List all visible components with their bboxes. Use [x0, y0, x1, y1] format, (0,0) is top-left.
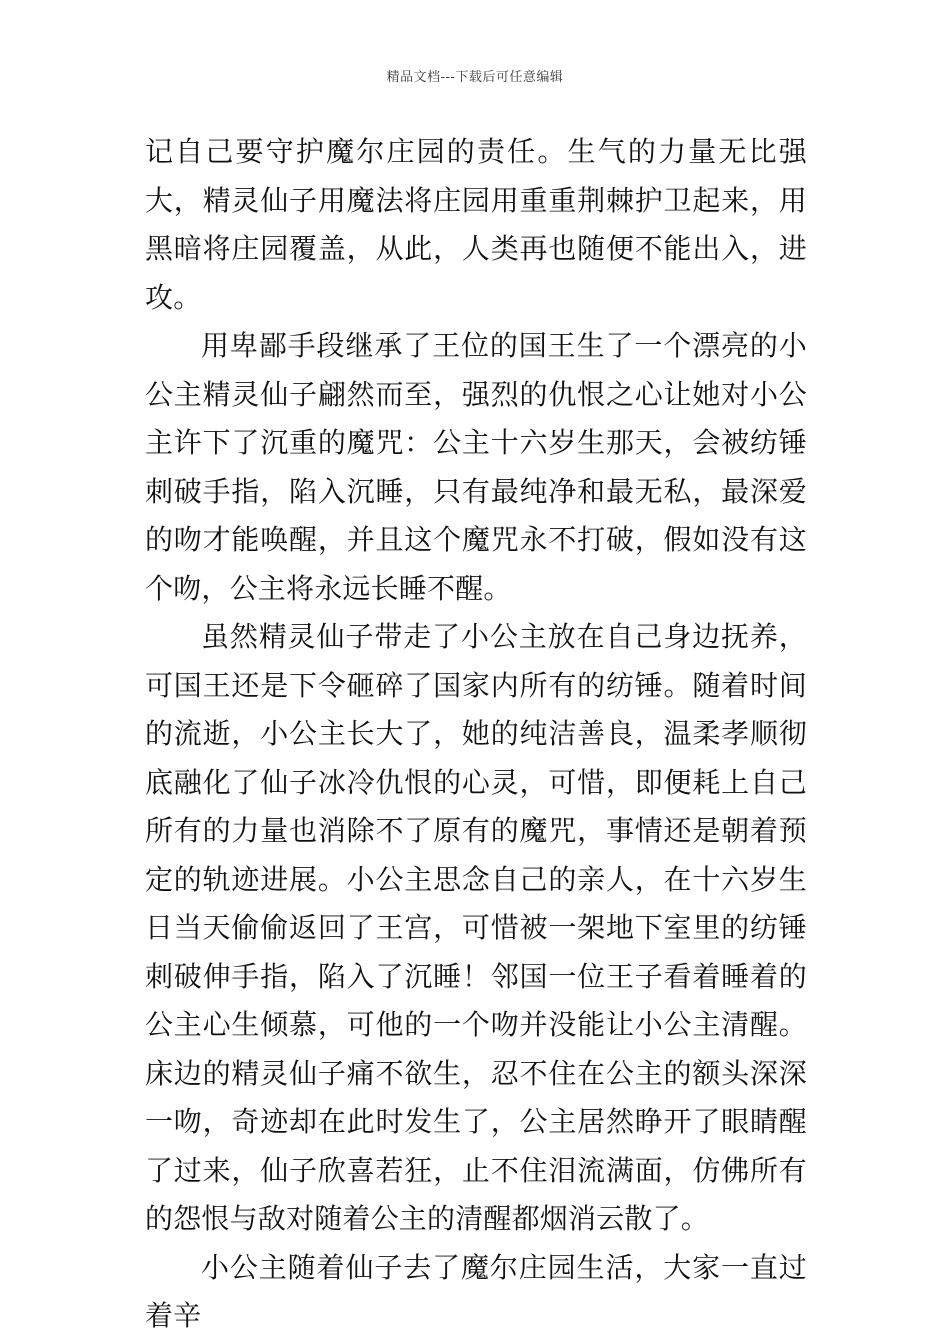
paragraph-3: 虽然精灵仙子带走了小公主放在自己身边抚养，可国王还是下令砸碎了国家内所有的纺锤。随着时间的流逝，小公主长大了，她的纯洁善良，温柔孝顺彻底融化了仙子冰冷仇恨的心灵，可惜，即便耗上自己所有的力量也消除不了原有的魔咒，事情还是朝着预定的轨迹进展。小公主思念自己的亲人，在十六岁生日当天偷偷返回了王宫，可惜被一架地下室里的纺锤刺破伸手指，陷入了沉睡！邻国一位王子看着睡着的公主心生倾慕，可他的一个吻并没能让小公主清醒。床边的精灵仙子痛不欲生，忍不住在公主的额头深深一吻，奇迹却在此时发生了，公主居然睁开了眼睛醒了过来，仙子欣喜若狂，止不住泪流满面，仿佛所有的怨恨与敌对随着公主的清醒都烟消云散了。 [145, 620, 807, 1235]
page-header: 精品文档---下载后可任意编辑 [386, 70, 564, 85]
paragraph-4: 小公主随着仙子去了魔尔庄园生活，大家一直过着辛 [145, 1250, 807, 1332]
paragraph-1: 记自己要守护魔尔庄园的责任。生气的力量无比强大，精灵仙子用魔法将庄园用重重荆棘护卫起来，用黑暗将庄园覆盖，从此，人类再也随便不能出入，进攻。 [145, 135, 807, 314]
document-body [145, 128, 807, 1341]
paragraph-2: 用卑鄙手段继承了王位的国王生了一个漂亮的小公主精灵仙子翩然而至，强烈的仇恨之心让她对小公主许下了沉重的魔咒：公主十六岁生那天，会被纺锤刺破手指，陷入沉睡，只有最纯净和最无私，最深爱的吻才能唤醒，并且这个魔咒永不打破，假如没有这个吻，公主将永远长睡不醒。 [145, 329, 807, 605]
